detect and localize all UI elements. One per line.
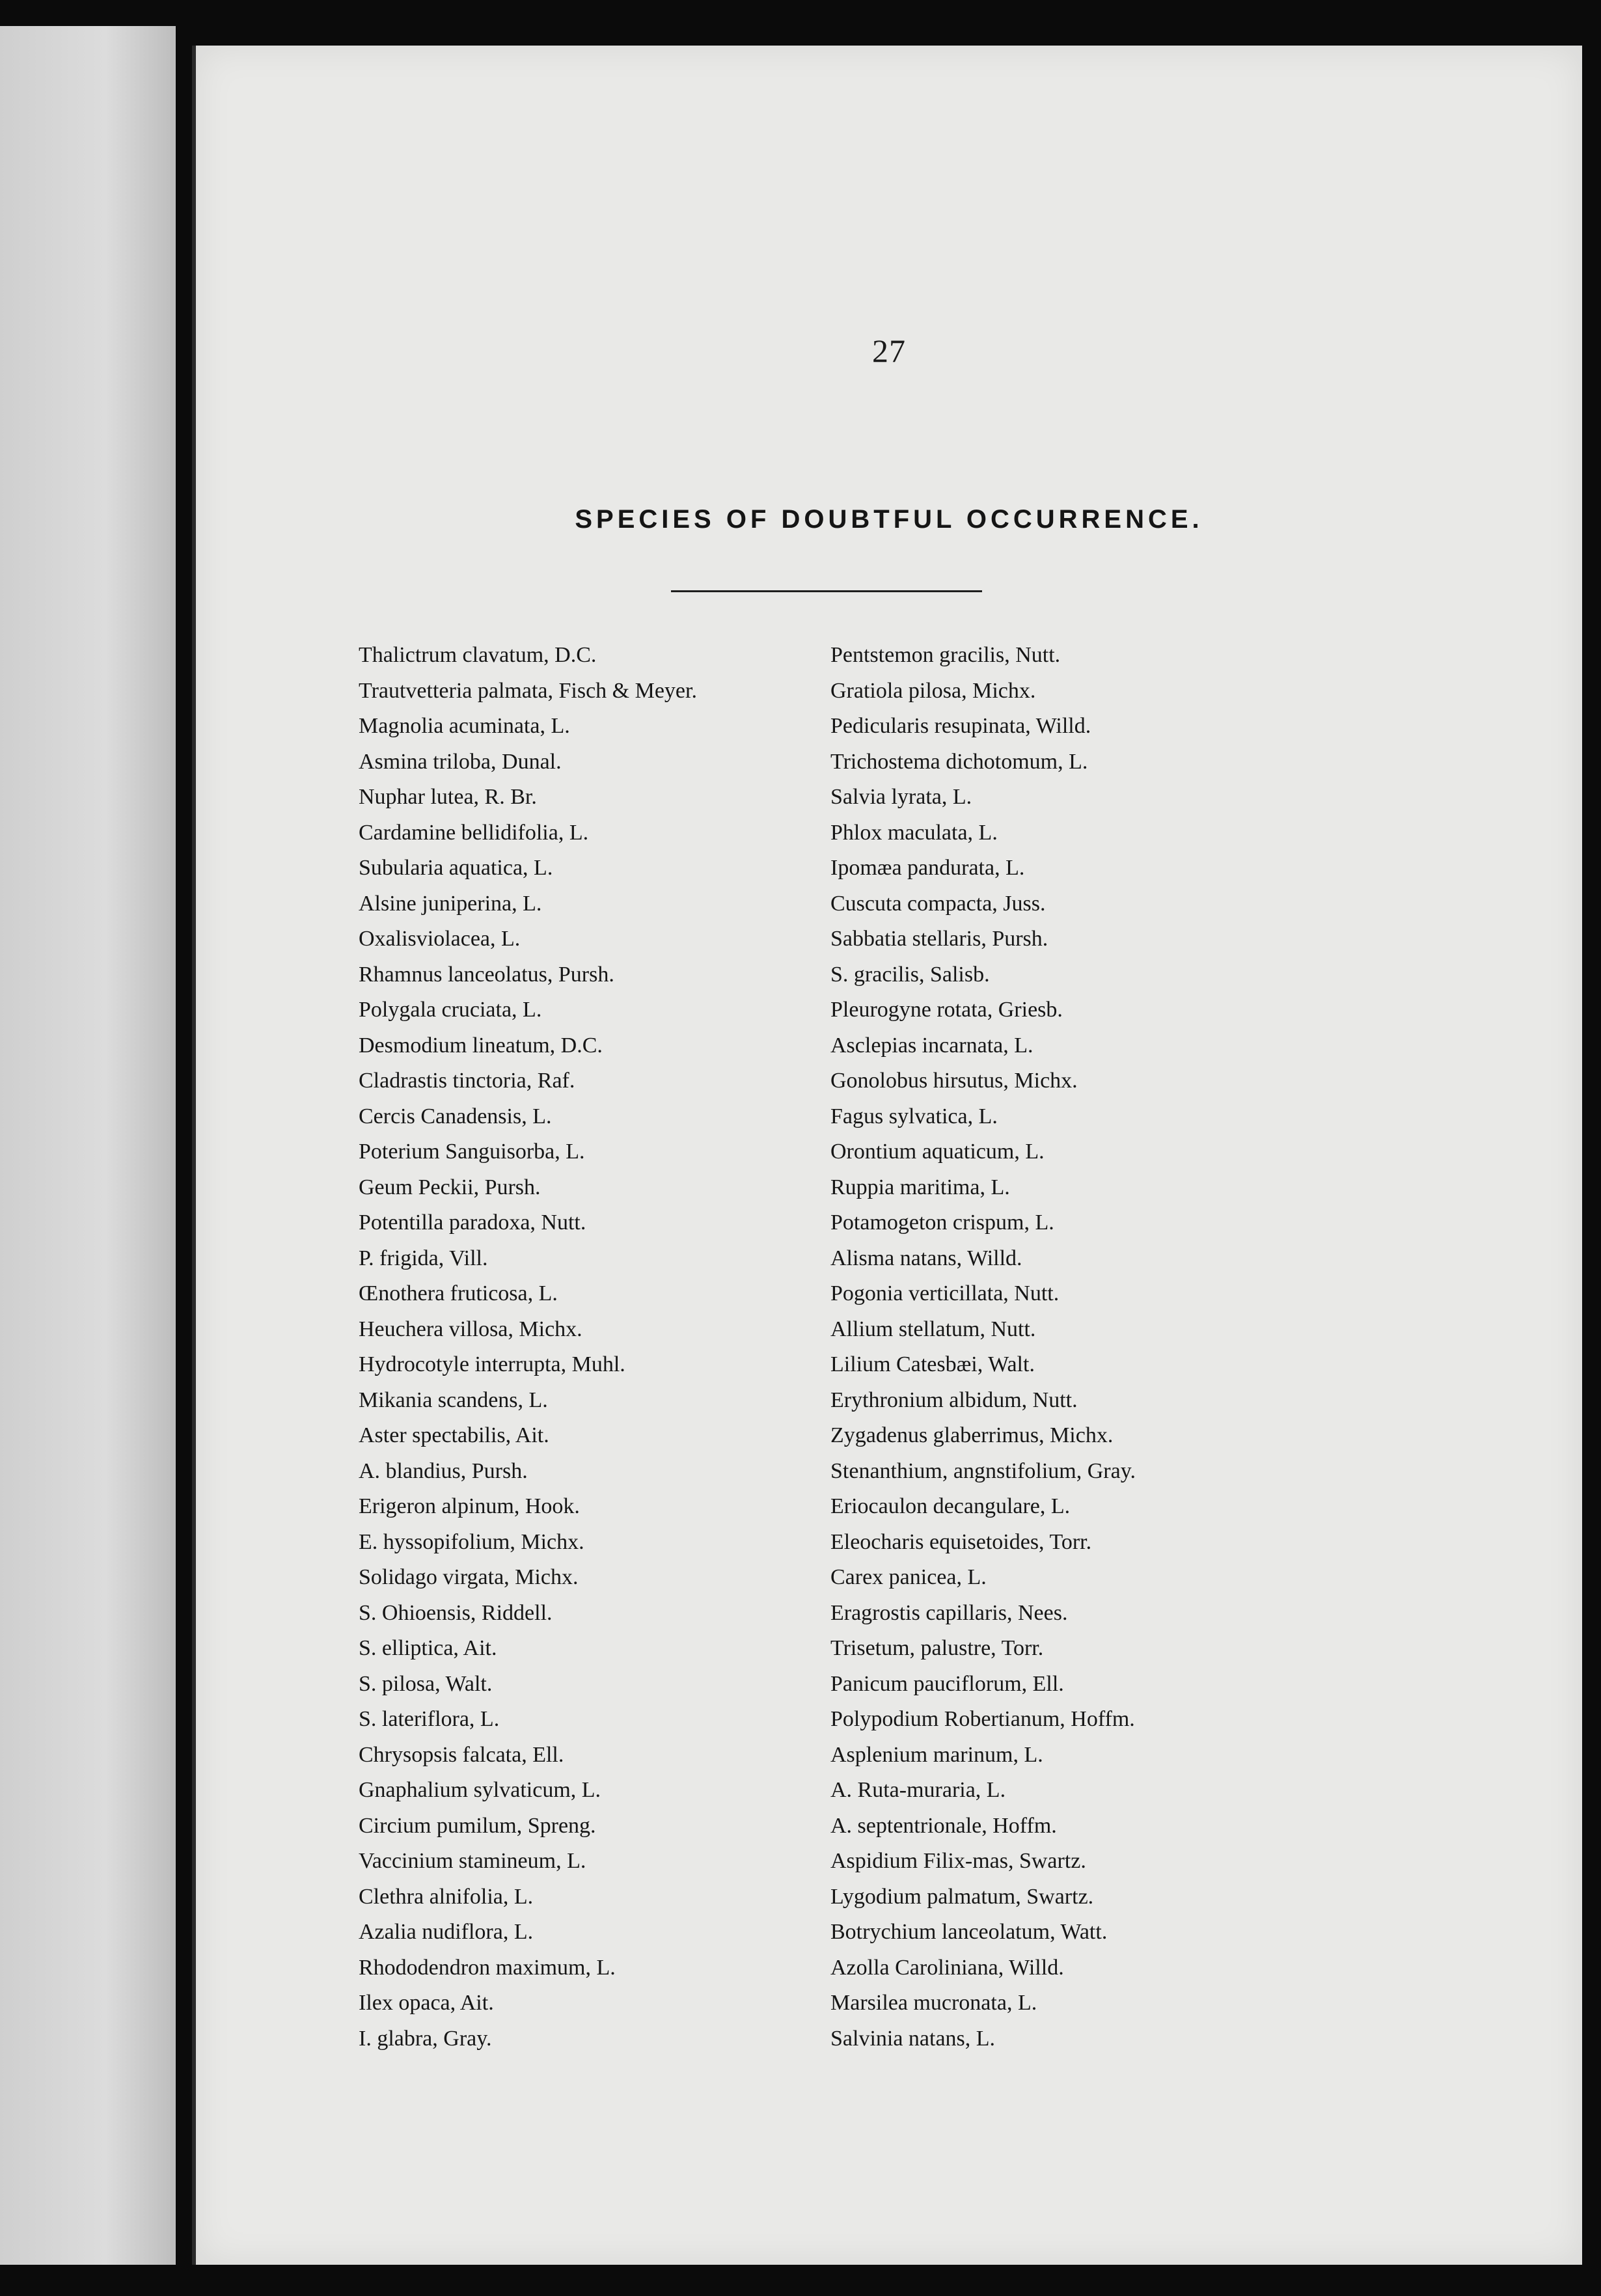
species-entry: Phlox maculata, L. [830, 820, 998, 845]
species-entry: S. lateriflora, L. [359, 1707, 500, 1731]
species-entry: Geum Peckii, Pursh. [359, 1175, 541, 1199]
species-entry: Potentilla paradoxa, Nutt. [359, 1210, 586, 1235]
species-entry: Trichostema dichotomum, L. [830, 749, 1088, 774]
species-entry: Lilium Catesbæi, Walt. [830, 1352, 1035, 1376]
species-entry: Asplenium marinum, L. [830, 1742, 1043, 1767]
species-entry: Gratiola pilosa, Michx. [830, 678, 1036, 703]
species-entry: Pentstemon gracilis, Nutt. [830, 643, 1061, 667]
species-entry: Cardamine bellidifolia, L. [359, 820, 589, 845]
species-entry: Orontium aquaticum, L. [830, 1140, 1045, 1164]
species-entry: Panicum pauciflorum, Ell. [830, 1671, 1064, 1696]
species-entry: I. glabra, Gray. [359, 2026, 492, 2051]
species-entry: Pedicularis resupinata, Willd. [830, 714, 1091, 738]
species-entry: Rhamnus lanceolatus, Pursh. [359, 962, 614, 987]
species-entry: Trisetum, palustre, Torr. [830, 1636, 1044, 1660]
species-entry: Polypodium Robertianum, Hoffm. [830, 1707, 1135, 1731]
title-divider [671, 590, 982, 592]
species-entry: Zygadenus glaberrimus, Michx. [830, 1423, 1114, 1447]
species-entry: S. pilosa, Walt. [359, 1671, 493, 1696]
adjacent-page-edge [0, 26, 176, 2265]
species-entry: Aster spectabilis, Ait. [359, 1423, 549, 1447]
species-entry: Alisma natans, Willd. [830, 1246, 1022, 1270]
species-entry: A. septentrionale, Hoffm. [830, 1813, 1057, 1838]
species-entry: Erythronium albidum, Nutt. [830, 1387, 1078, 1412]
species-entry: Hydrocotyle interrupta, Muhl. [359, 1352, 625, 1376]
document-page [192, 46, 1582, 2265]
species-entry: Cercis Canadensis, L. [359, 1104, 552, 1128]
species-entry: Azolla Caroliniana, Willd. [830, 1955, 1064, 1980]
species-entry: Asmina triloba, Dunal. [359, 749, 562, 774]
species-entry: Cladrastis tinctoria, Raf. [359, 1069, 575, 1093]
species-entry: Gonolobus hirsutus, Michx. [830, 1069, 1078, 1093]
species-entry: Asclepias incarnata, L. [830, 1033, 1033, 1058]
species-entry: Magnolia acuminata, L. [359, 714, 570, 738]
species-entry: Nuphar lutea, R. Br. [359, 785, 537, 809]
species-entry: Salvia lyrata, L. [830, 785, 972, 809]
species-entry: Mikania scandens, L. [359, 1387, 548, 1412]
species-entry: Trautvetteria palmata, Fisch & Meyer. [359, 678, 697, 703]
species-entry: Subularia aquatica, L. [359, 856, 553, 880]
page-number: 27 [872, 333, 906, 369]
species-entry: A. blandius, Pursh. [359, 1458, 528, 1483]
species-entry: Marsilea mucronata, L. [830, 1991, 1037, 2015]
species-entry: Gnaphalium sylvaticum, L. [359, 1778, 601, 1802]
species-entry: Fagus sylvatica, L. [830, 1104, 998, 1128]
species-entry: Desmodium lineatum, D.C. [359, 1033, 603, 1058]
species-entry: Eriocaulon decangulare, L. [830, 1494, 1071, 1518]
species-entry: Alsine juniperina, L. [359, 891, 542, 916]
species-entry: Solidago virgata, Michx. [359, 1565, 579, 1589]
species-entry: Botrychium lanceolatum, Watt. [830, 1920, 1108, 1944]
species-entry: Rhododendron maximum, L. [359, 1955, 616, 1980]
species-entry: Heuchera villosa, Michx. [359, 1317, 582, 1341]
species-entry: Ipomæa pandurata, L. [830, 856, 1025, 880]
species-entry: S. elliptica, Ait. [359, 1636, 497, 1660]
species-entry: Pogonia verticillata, Nutt. [830, 1281, 1060, 1305]
species-entry: Oxalisviolacea, L. [359, 927, 521, 951]
species-entry: Poterium Sanguisorba, L. [359, 1140, 585, 1164]
species-entry: Clethra alnifolia, L. [359, 1884, 534, 1909]
species-entry: P. frigida, Vill. [359, 1246, 488, 1270]
species-entry: Stenanthium, angnstifolium, Gray. [830, 1458, 1136, 1483]
species-entry: Pleurogyne rotata, Griesb. [830, 998, 1063, 1022]
species-entry: Potamogeton crispum, L. [830, 1210, 1054, 1235]
species-entry: Lygodium palmatum, Swartz. [830, 1884, 1094, 1909]
species-entry: Circium pumilum, Spreng. [359, 1813, 596, 1838]
species-entry: Salvinia natans, L. [830, 2026, 996, 2051]
species-list-left [359, 638, 697, 2057]
species-entry: S. Ohioensis, Riddell. [359, 1600, 553, 1625]
species-entry: Allium stellatum, Nutt. [830, 1317, 1036, 1341]
species-entry: Eleocharis equisetoides, Torr. [830, 1529, 1092, 1554]
species-entry: Thalictrum clavatum, D.C. [359, 643, 597, 667]
species-entry: Polygala cruciata, L. [359, 998, 542, 1022]
species-entry: E. hyssopifolium, Michx. [359, 1529, 584, 1554]
species-entry: Aspidium Filix-mas, Swartz. [830, 1849, 1086, 1873]
species-entry: Azalia nudiflora, L. [359, 1920, 534, 1944]
species-entry: Ilex opaca, Ait. [359, 1991, 494, 2015]
species-entry: Chrysopsis falcata, Ell. [359, 1742, 564, 1767]
page-title: SPECIES OF DOUBTFUL OCCURRENCE. [575, 505, 1203, 534]
species-entry: Sabbatia stellaris, Pursh. [830, 927, 1048, 951]
species-entry: Cuscuta compacta, Juss. [830, 891, 1046, 916]
species-entry: Carex panicea, L. [830, 1565, 987, 1589]
species-entry: Œnothera fruticosa, L. [359, 1281, 558, 1305]
species-list-right [830, 638, 1136, 2057]
species-entry: Erigeron alpinum, Hook. [359, 1494, 580, 1518]
species-entry: A. Ruta-muraria, L. [830, 1778, 1006, 1802]
species-entry: Eragrostis capillaris, Nees. [830, 1600, 1068, 1625]
species-entry: S. gracilis, Salisb. [830, 962, 990, 987]
species-entry: Vaccinium stamineum, L. [359, 1849, 586, 1873]
species-entry: Ruppia maritima, L. [830, 1175, 1010, 1199]
